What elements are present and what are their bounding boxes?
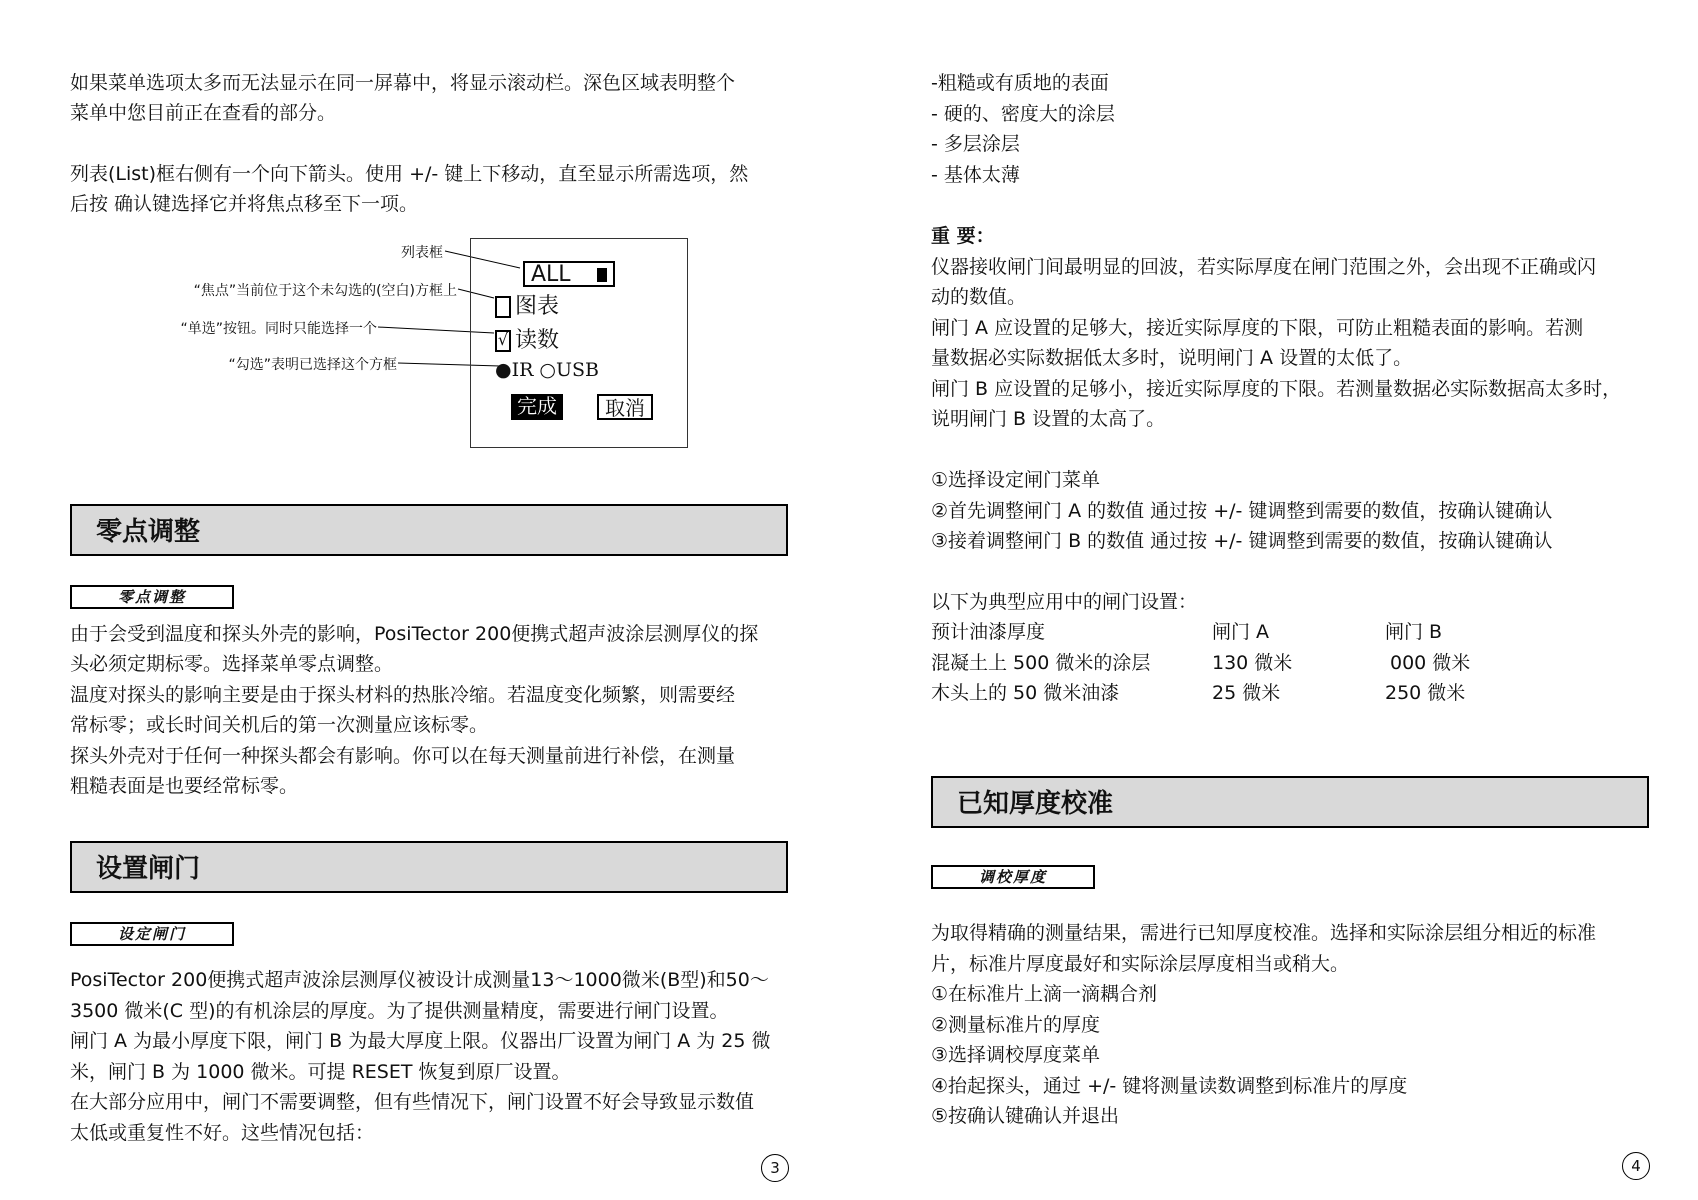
table-header-3: 闸门 B bbox=[1385, 621, 1443, 643]
zero-line-2: 头必须定期标零。选择菜单零点调整。 bbox=[70, 653, 394, 675]
reading-label: 读数 bbox=[515, 328, 560, 353]
list-desc-line-1: 列表(List)框右侧有一个向下箭头。使用 +/- 键上下移动，直至显示所需选项，然 bbox=[70, 163, 749, 185]
chart-label: 图表 bbox=[515, 294, 560, 319]
reading-checkbox-row bbox=[495, 323, 559, 354]
cancel-button: 取消 bbox=[597, 394, 653, 420]
page-number: 3 bbox=[761, 1154, 789, 1182]
table-row-2-col-1: 木头上的 50 微米油漆 bbox=[931, 682, 1120, 704]
bullet-2: - 硬的、密度大的涂层 bbox=[931, 103, 1115, 125]
important-line-2: 动的数值。 bbox=[931, 286, 1027, 308]
table-row-1-col-2: 130 微米 bbox=[1212, 652, 1293, 674]
tag-calibration: 调校厚度 bbox=[931, 865, 1095, 889]
zero-line-4: 常标零；或长时间关机后的第一次测量应该标零。 bbox=[70, 714, 489, 736]
zero-line-6: 粗糙表面是也要经常标零。 bbox=[70, 775, 299, 797]
table-header-2: 闸门 A bbox=[1212, 621, 1270, 643]
calib-line-4: ②测量标准片的厚度 bbox=[931, 1014, 1101, 1036]
zero-line-3: 温度对探头的影响主要是由于探头材料的热胀冷缩。若温度变化频繁，则需要经 bbox=[70, 684, 736, 706]
section-title-calibration: 已知厚度校准 bbox=[931, 776, 1649, 828]
list-desc-line-2: 后按 确认键选择它并将焦点移至下一项。 bbox=[70, 193, 419, 215]
radio-row: ●IR ○USB bbox=[495, 359, 599, 381]
gate-line-3: 闸门 A 为最小厚度下限，闸门 B 为最大厚度上限。仪器出厂设置为闸门 A 为 25 微 bbox=[70, 1030, 771, 1052]
table-row-2-col-3: 250 微米 bbox=[1385, 682, 1466, 704]
table-row-1-col-3: 000 微米 bbox=[1390, 652, 1471, 674]
table-row-1-col-1: 混凝土上 500 微米的涂层 bbox=[931, 652, 1151, 674]
callout-lines bbox=[0, 0, 849, 460]
table-row-2-col-2: 25 微米 bbox=[1212, 682, 1281, 704]
calib-line-1: 为取得精确的测量结果，需进行已知厚度校准。选择和实际涂层组分相近的标准 bbox=[931, 922, 1597, 944]
section-title-zero: 零点调整 bbox=[70, 504, 788, 556]
gate-line-5: 在大部分应用中，闸门不需要调整，但有些情况下，闸门设置不好会导致显示数值 bbox=[70, 1091, 755, 1113]
gate-line-4: 米，闸门 B 为 1000 微米。可提 RESET 恢复到原厂设置。 bbox=[70, 1061, 571, 1083]
bullet-4: - 基体太薄 bbox=[931, 164, 1020, 186]
list-box-value: ALL bbox=[531, 262, 571, 287]
calib-line-2: 片，标准片厚度最好和实际涂层厚度相当或稍大。 bbox=[931, 953, 1350, 975]
done-button: 完成 bbox=[511, 394, 563, 420]
chart-checkbox-row bbox=[495, 289, 559, 320]
gate-line-6: 太低或重复性不好。这些情况包括： bbox=[70, 1122, 375, 1144]
callout-focus: “焦点”当前位于这个未勾选的(空白)方框上 bbox=[193, 283, 457, 299]
important-line-4: 量数据必实际数据低太多时，说明闸门 A 设置的太低了。 bbox=[931, 347, 1413, 369]
step-2: ②首先调整闸门 A 的数值 通过按 +/- 键调整到需要的数值，按确认键确认 bbox=[931, 500, 1553, 522]
table-header-1: 预计油漆厚度 bbox=[931, 621, 1046, 643]
tag-zero: 零点调整 bbox=[70, 585, 234, 609]
gate-line-1: PosiTector 200便携式超声波涂层测厚仪被设计成测量13～1000微米(B型)和50～ bbox=[70, 969, 769, 991]
zero-line-1: 由于会受到温度和探头外壳的影响，PosiTector 200便携式超声波涂层测厚仪的探 bbox=[70, 623, 759, 645]
important-label: 重 要： bbox=[931, 225, 995, 247]
tag-gate: 设定闸门 bbox=[70, 922, 234, 946]
intro-line-1: 如果菜单选项太多而无法显示在同一屏幕中，将显示滚动栏。深色区域表明整个 bbox=[70, 72, 736, 94]
calib-line-7: ⑤按确认键确认并退出 bbox=[931, 1105, 1120, 1127]
gate-line-2: 3500 微米(C 型)的有机涂层的厚度。为了提供测量精度，需要进行闸门设置。 bbox=[70, 1000, 729, 1022]
bullet-3: - 多层涂层 bbox=[931, 133, 1020, 155]
list-box bbox=[523, 261, 615, 287]
checked-checkbox-icon: √ bbox=[495, 330, 511, 352]
bullet-1: -粗糙或有质地的表面 bbox=[931, 72, 1109, 94]
scroll-down-icon bbox=[597, 268, 607, 282]
empty-checkbox-icon bbox=[495, 296, 511, 318]
calib-line-6: ④抬起探头，通过 +/- 键将测量读数调整到标准片的厚度 bbox=[931, 1075, 1408, 1097]
page-number: 4 bbox=[1622, 1152, 1650, 1180]
calib-line-5: ③选择调校厚度菜单 bbox=[931, 1044, 1101, 1066]
right-page bbox=[849, 0, 1698, 1200]
calib-line-3: ①在标准片上滴一滴耦合剂 bbox=[931, 983, 1158, 1005]
table-intro: 以下为典型应用中的闸门设置： bbox=[931, 591, 1198, 613]
important-line-6: 说明闸门 B 设置的太高了。 bbox=[931, 408, 1166, 430]
important-line-1: 仪器接收闸门间最明显的回波，若实际厚度在闸门范围之外，会出现不正确或闪 bbox=[931, 256, 1597, 278]
step-1: ①选择设定闸门菜单 bbox=[931, 469, 1101, 491]
step-3: ③接着调整闸门 B 的数值 通过按 +/- 键调整到需要的数值，按确认键确认 bbox=[931, 530, 1553, 552]
important-line-3: 闸门 A 应设置的足够大，接近实际厚度的下限，可防止粗糙表面的影响。若测 bbox=[931, 317, 1584, 339]
section-title-gate: 设置闸门 bbox=[70, 841, 788, 893]
callout-checked: “勾选”表明已选择这个方框 bbox=[228, 357, 397, 373]
important-line-5: 闸门 B 应设置的足够小，接近实际厚度的下限。若测量数据必实际数据高太多时， bbox=[931, 378, 1622, 400]
callout-list-box: 列表框 bbox=[401, 245, 443, 261]
menu-diagram bbox=[470, 238, 688, 448]
intro-line-2: 菜单中您目前正在查看的部分。 bbox=[70, 102, 337, 124]
zero-line-5: 探头外壳对于任何一种探头都会有影响。你可以在每天测量前进行补偿，在测量 bbox=[70, 745, 736, 767]
callout-radio: “单选”按钮。同时只能选择一个 bbox=[180, 321, 377, 337]
